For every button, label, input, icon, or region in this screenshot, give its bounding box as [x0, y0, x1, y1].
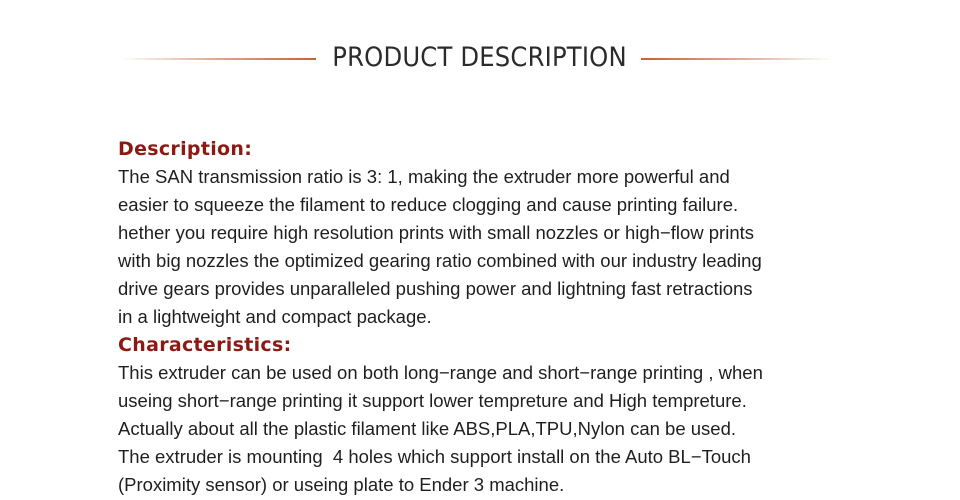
characteristics-line: Actually about all the plastic filament like ABS,PLA,TPU,Nylon can be used. [118, 418, 737, 439]
description-line: in a lightweight and compact package. [118, 306, 432, 327]
description-line: with big nozzles the optimized gearing ratio combined with our industry leading [118, 250, 762, 271]
page-title: PRODUCT DESCRIPTION [332, 42, 627, 73]
description-line: hether you require high resolution prints with small nozzles or high−flow prints [118, 222, 755, 243]
description-line: drive gears provides unparalleled pushing power and lightning fast retractions [118, 278, 753, 299]
characteristics-line: This extruder can be used on both long−range and short−range printing , when [118, 362, 763, 383]
decorative-rule-right [641, 58, 833, 60]
decorative-rule-left [120, 58, 316, 60]
product-description-body [118, 135, 858, 499]
description-heading: Description: [118, 138, 253, 160]
description-line: The SAN transmission ratio is 3: 1, making the extruder more powerful and [118, 166, 730, 187]
characteristics-line: useing short−range printing it support lower tempreture and High tempreture. [118, 390, 747, 411]
characteristics-line: The extruder is mounting 4 holes which support install on the Auto BL−Touch [118, 446, 751, 467]
characteristics-line: (Proximity sensor) or useing plate to Ender 3 machine. [118, 474, 565, 495]
characteristics-heading: Characteristics: [118, 334, 292, 356]
section-header [0, 40, 960, 80]
description-line: easier to squeeze the filament to reduce clogging and cause printing failure. [118, 194, 739, 215]
